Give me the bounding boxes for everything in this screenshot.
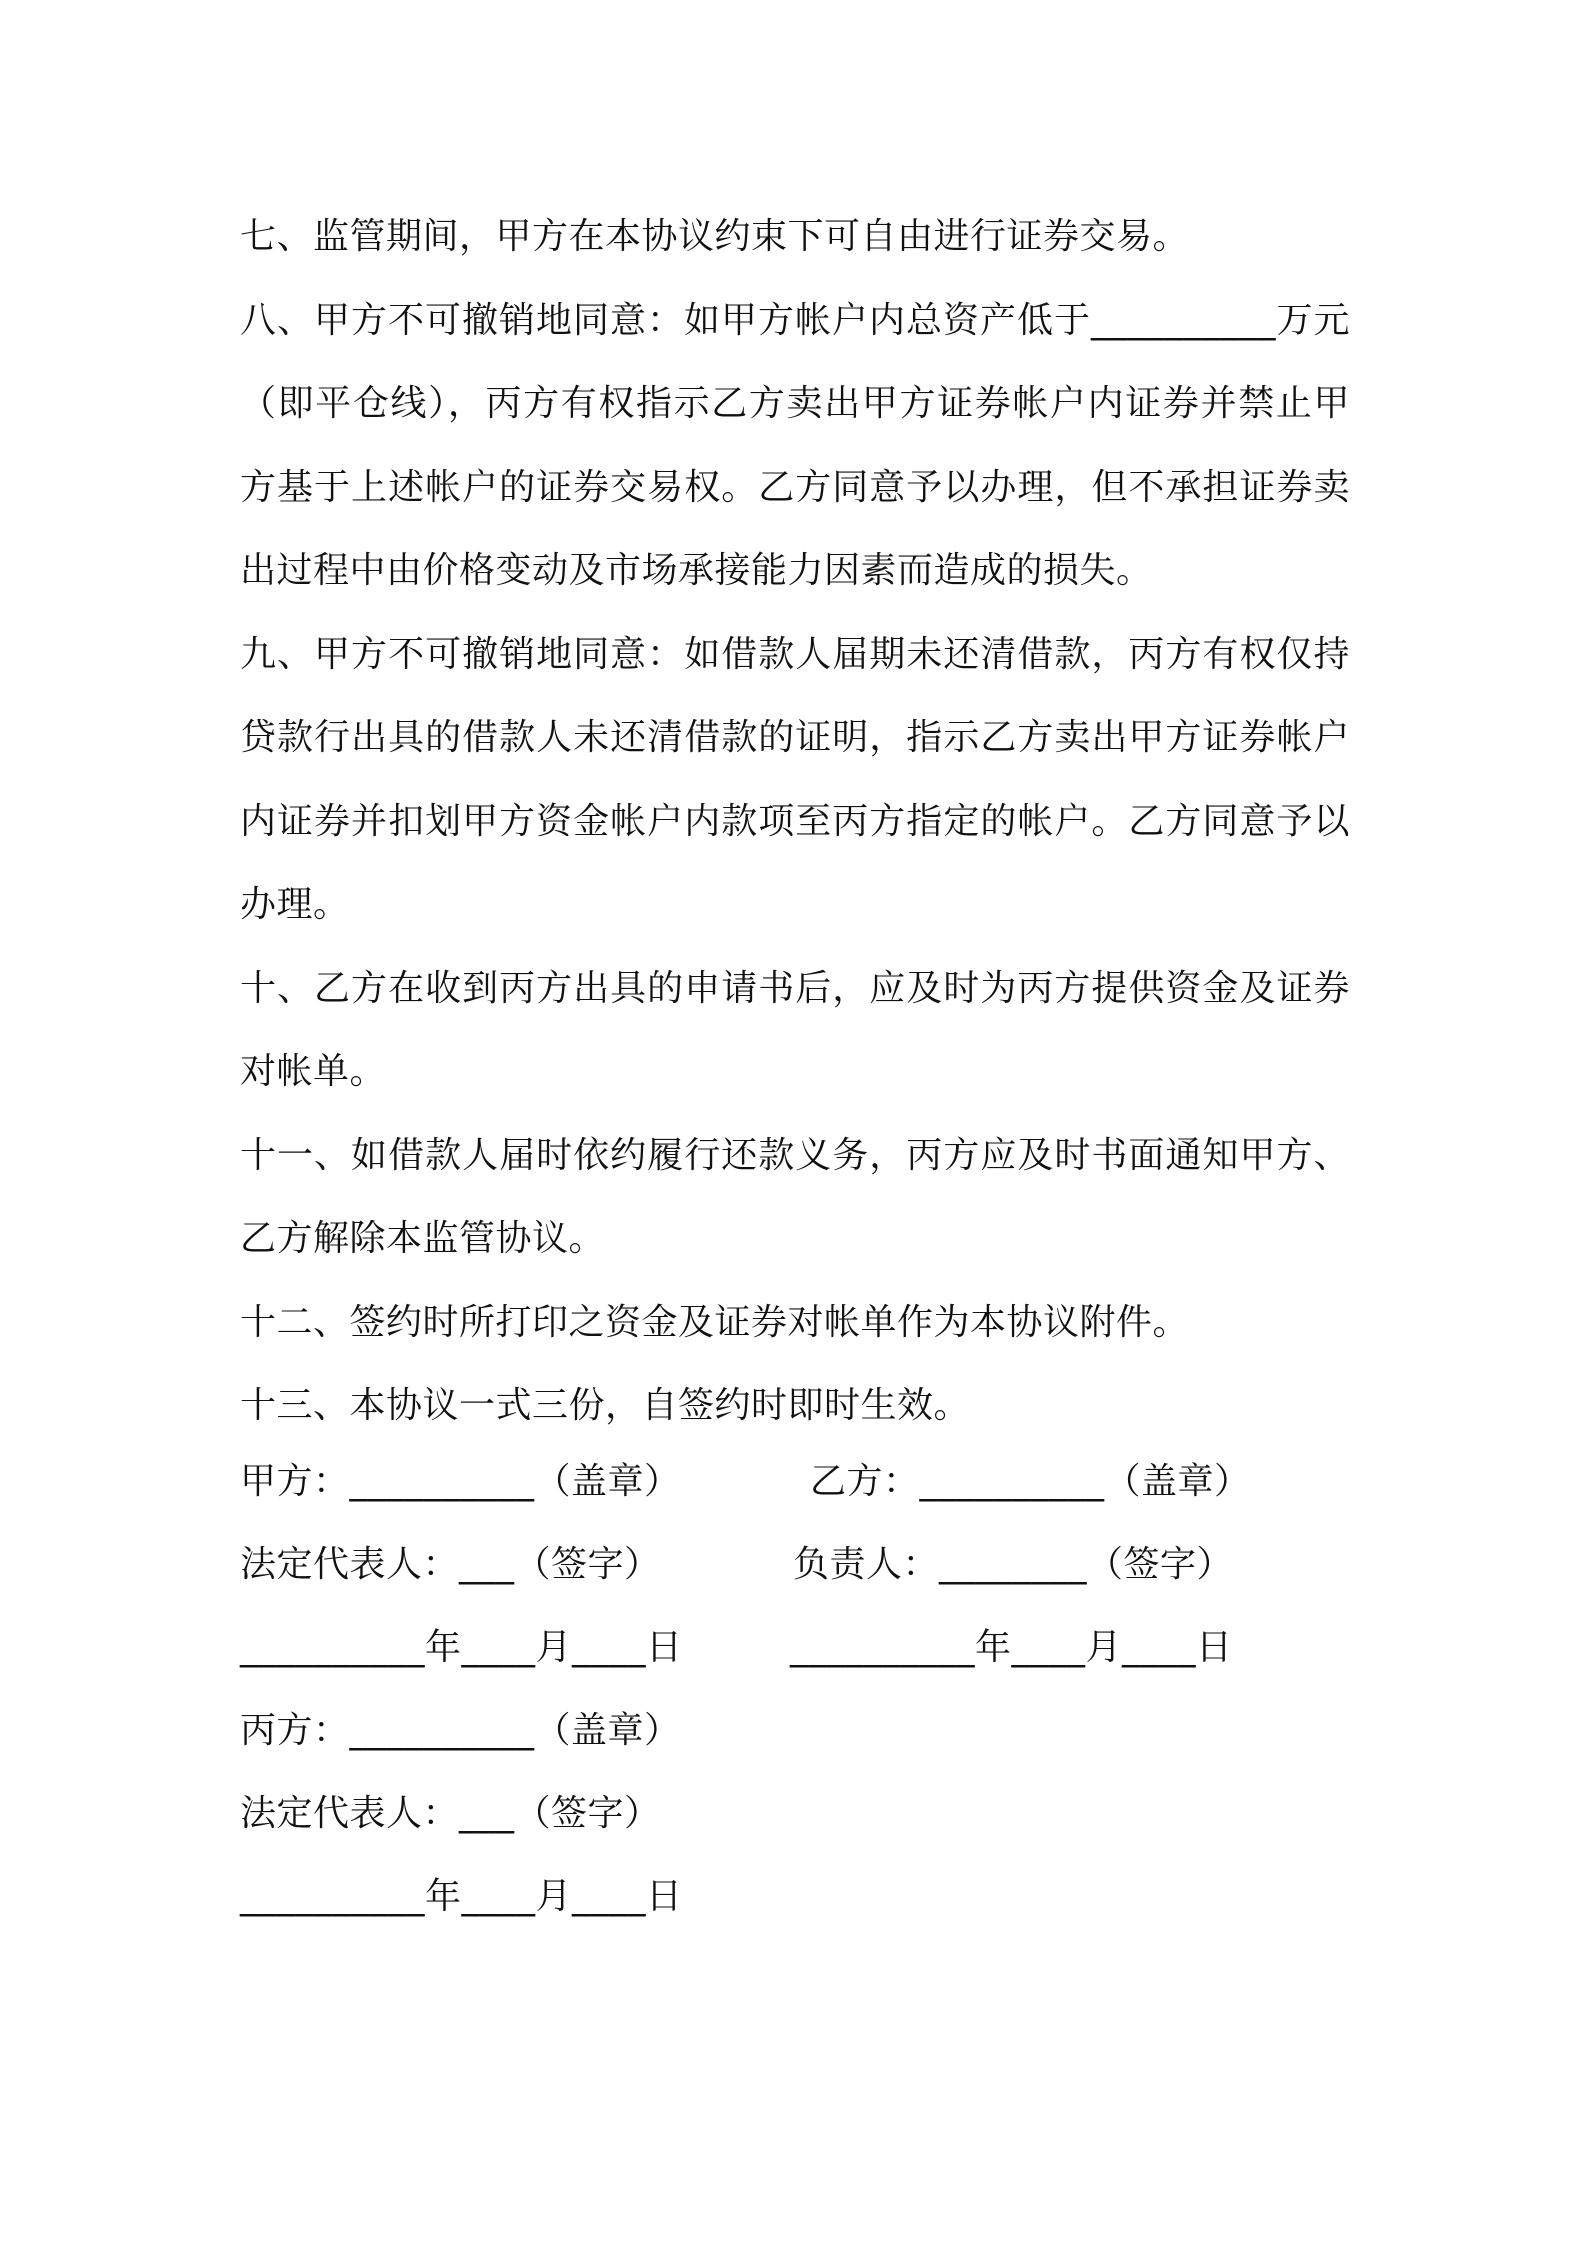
- party-b-responsible-person: 负责人：________（签字）: [793, 1544, 1234, 1585]
- clause-8: 八、甲方不可撤销地同意：如甲方帐户内总资产低于__________万元（即平仓线），丙方有权指示乙方卖出甲方证券帐户内证券并禁止甲方基于上述帐户的证券交易权。乙方同意予以办理，但不承担证券卖出过程中由价格变动及市场承接能力因素而造成的损失。: [240, 299, 1350, 591]
- clause-10: 十、乙方在收到丙方出具的申请书后，应及时为丙方提供资金及证券对帐单。: [240, 967, 1350, 1092]
- clause-12: 十二、签约时所打印之资金及证券对帐单作为本协议附件。: [240, 1301, 1190, 1343]
- clause-list: [240, 195, 1350, 1448]
- clause-7: 七、监管期间，甲方在本协议约束下可自由进行证券交易。: [240, 216, 1190, 257]
- party-a-representative: 法定代表人：___（签字）: [240, 1544, 661, 1585]
- clause-13: 十三、本协议一式三份，自签约时即时生效。: [240, 1385, 971, 1426]
- clause-11: 十一、如借款人届时依约履行还款义务，丙方应及时书面通知甲方、乙方解除本监管协议。: [240, 1134, 1350, 1259]
- clause-9: 九、甲方不可撤销地同意：如借款人届期未还清借款，丙方有权仅持贷款行出具的借款人未还清借款的证明，指示乙方卖出甲方证券帐户内证券并扣划甲方资金帐户内款项至丙方指定的帐户。乙方同意予以办理。: [240, 633, 1350, 925]
- party-a-seal: 甲方：__________（盖章）: [240, 1461, 681, 1502]
- party-b-seal: 乙方：__________（盖章）: [810, 1461, 1251, 1502]
- party-b-date: __________年____月____日: [790, 1627, 1233, 1668]
- party-c-representative: 法定代表人：___（签字）: [240, 1793, 661, 1834]
- party-a-date: __________年____月____日: [240, 1627, 683, 1668]
- party-c-date: __________年____月____日: [240, 1876, 683, 1917]
- party-c-seal: 丙方：__________（盖章）: [240, 1710, 681, 1751]
